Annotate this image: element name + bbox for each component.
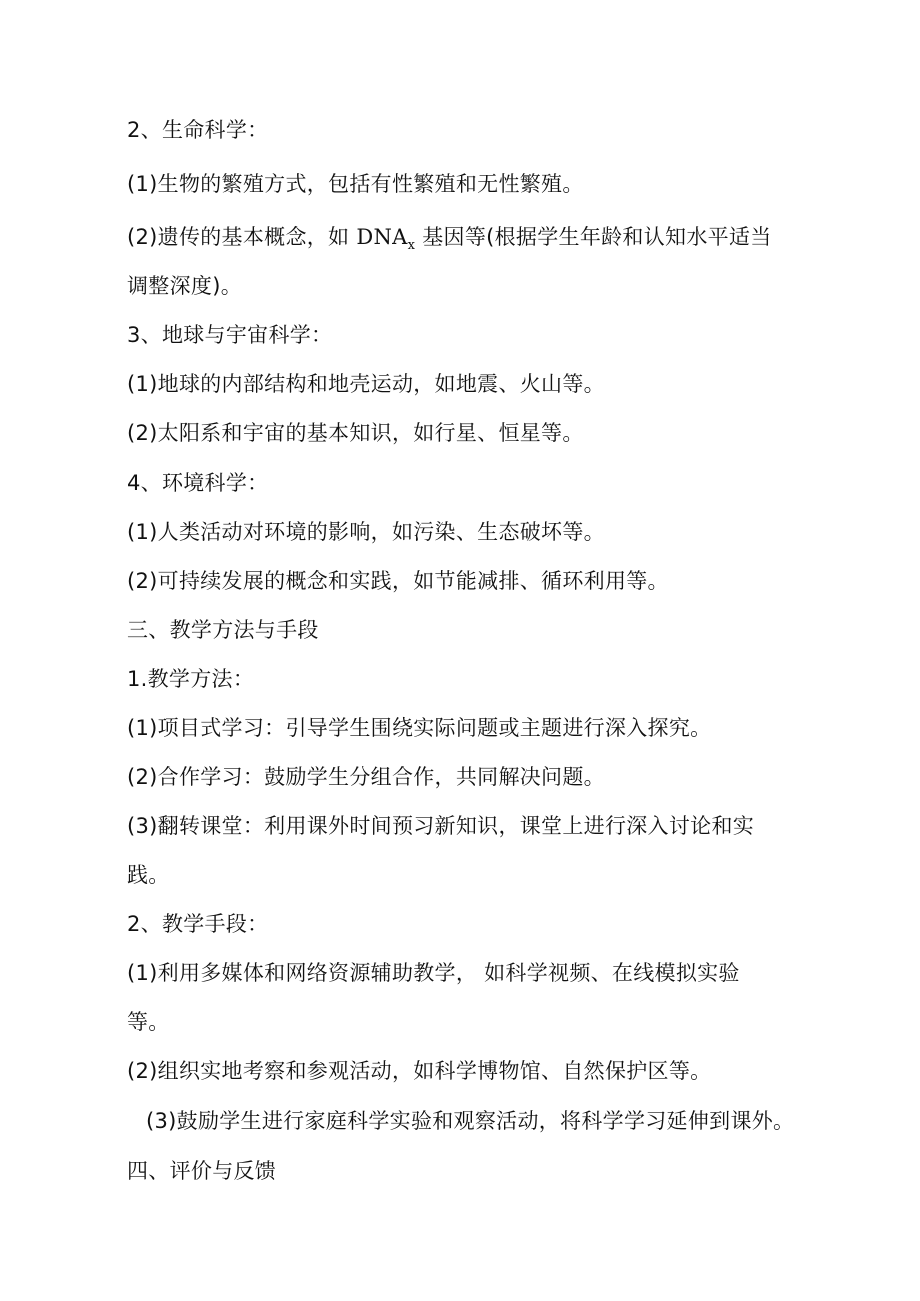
paragraph-project-learning: (1)项目式学习：引导学生围绕实际问题或主题进行深入探究。 (127, 716, 712, 740)
paragraph-genetics (127, 222, 772, 261)
subheading-methods: 1.教学方法： (127, 667, 255, 691)
paragraph-earth-structure: (1)地球的内部结构和地壳运动，如地震、火山等。 (127, 372, 605, 396)
paragraph-human-impact: (1)人类活动对环境的影响，如污染、生态破坏等。 (127, 520, 605, 544)
heading-environment: 4、环境科学： (127, 471, 269, 495)
paragraph-multimedia: (1)利用多媒体和网络资源辅助教学， 如科学视频、在线模拟实验 (127, 961, 740, 985)
paragraph-flipped-classroom: (3)翻转课堂：利用课外时间预习新知识，课堂上进行深入讨论和实 (127, 814, 755, 838)
heading-life-science: 2、生命科学： (127, 118, 269, 142)
paragraph-reproduction: (1)生物的繁殖方式，包括有性繁殖和无性繁殖。 (127, 172, 584, 196)
paragraph-sustainability: (2)可持续发展的概念和实践，如节能减排、循环利用等。 (127, 569, 669, 593)
heading-earth-space: 3、地球与宇宙科学： (127, 323, 333, 347)
heading-evaluation-feedback: 四、评价与反馈 (127, 1159, 277, 1183)
paragraph-cooperative-learning: (2)合作学习：鼓励学生分组合作，共同解决问题。 (127, 765, 605, 789)
paragraph-multimedia-continued: 等。 (127, 1010, 170, 1034)
genetics-suffix: 基因等(根据学生年龄和认知水平适当 (415, 225, 772, 249)
dna-subscript: x (407, 238, 416, 254)
heading-teaching-methods: 三、教学方法与手段 (127, 618, 319, 642)
paragraph-field-trips: (2)组织实地考察和参观活动，如科学博物馆、自然保护区等。 (127, 1059, 712, 1083)
paragraph-genetics-continued: 调整深度)。 (127, 274, 242, 298)
paragraph-flipped-classroom-continued: 践。 (127, 863, 170, 887)
paragraph-solar-system: (2)太阳系和宇宙的基本知识，如行星、恒星等。 (127, 421, 584, 445)
genetics-prefix: (2)遗传的基本概念，如 (127, 225, 357, 249)
dna-term: DNA (356, 225, 408, 249)
subheading-teaching-means: 2、教学手段： (127, 912, 269, 936)
paragraph-home-experiments: (3)鼓励学生进行家庭科学实验和观察活动，将科学学习延伸到课外。 (146, 1109, 795, 1133)
